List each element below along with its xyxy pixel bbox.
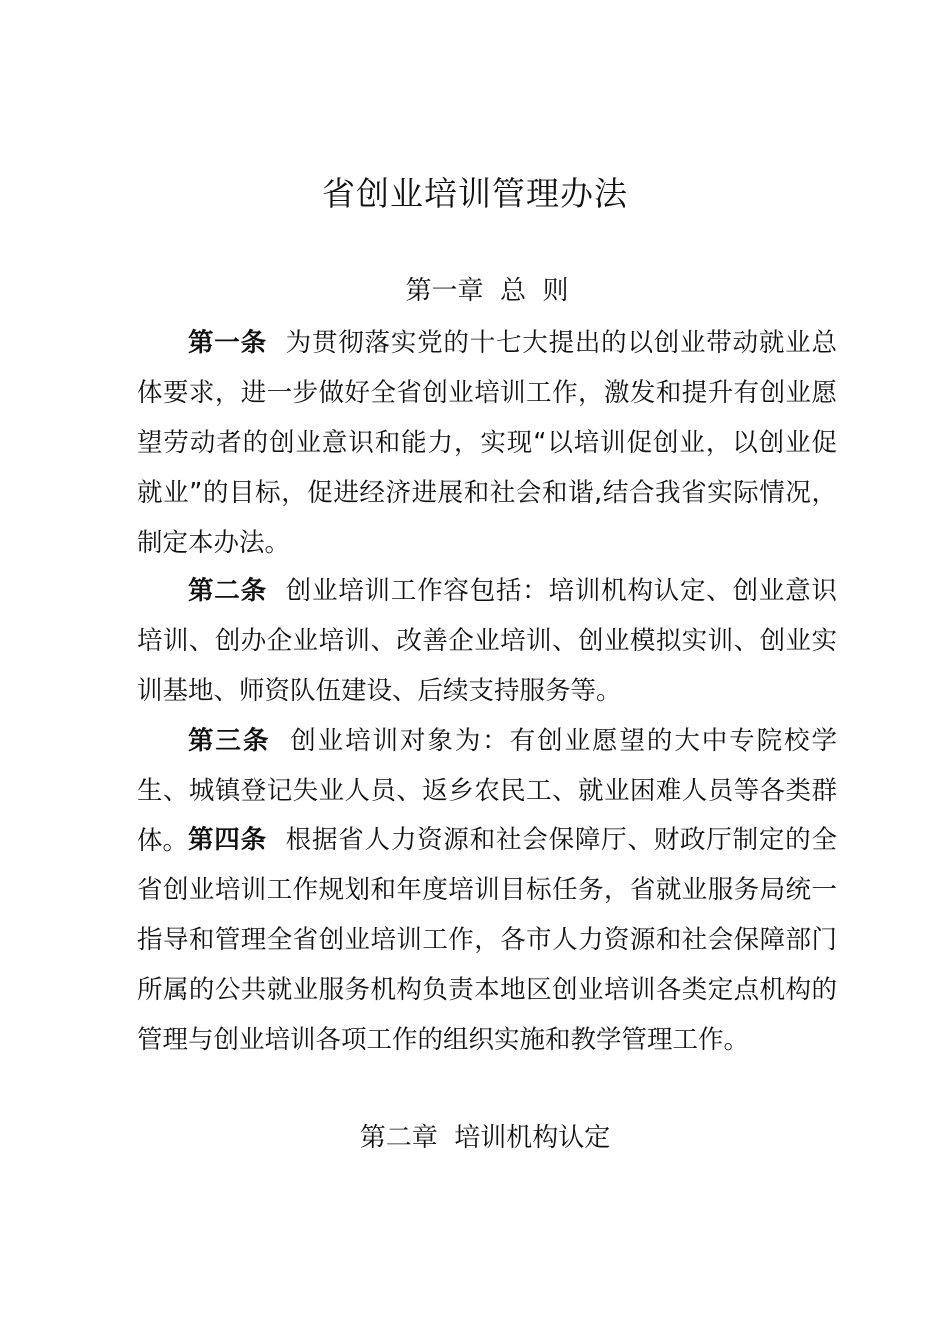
article-label: 第二条 [188,576,267,606]
article-text: 根据省人力资源和社会保障厅、财政厅制定的全省创业培训工作规划和年度培训目标任务，省就业服务局统一指导和管理全省创业培训工作，各市人力资源和社会保障部门所属的公共就业服务机构负责本地区创业培训各类定点机构的管理与创业培训各项工作的组织实施和教学管理工作。 [137,825,837,1055]
article-text: 创业培训对象为：有创业愿望的大中专院校学生、城镇登记失业人员、返乡农民工、就业困难人员等各类群体。 [137,726,837,856]
chapter-heading-general: 第一章 总 则 [405,276,569,306]
article-1 [137,318,837,568]
article-label: 第四条 [188,825,267,855]
article-label: 第一条 [188,328,267,358]
chapter-heading-institution-accreditation: 第二章 培训机构认定 [359,1123,611,1153]
document-title: 省创业培训管理办法 [322,174,628,213]
article-2 [137,566,837,716]
article-4 [137,815,837,1065]
article-text: 为贯彻落实党的十七大提出的以创业带动就业总体要求，进一步做好全省创业培训工作，激发和提升有创业愿望劳动者的创业意识和能力，实现“以培训促创业，以创业促就业”的目标，促进经济进展和社会和谐,结合我省实际情况，制定本办法。 [137,328,837,558]
article-label: 第三条 [188,726,271,756]
article-text: 创业培训工作容包括：培训机构认定、创业意识培训、创办企业培训、改善企业培训、创业模拟实训、创业实训基地、师资队伍建设、后续支持服务等。 [137,576,837,706]
